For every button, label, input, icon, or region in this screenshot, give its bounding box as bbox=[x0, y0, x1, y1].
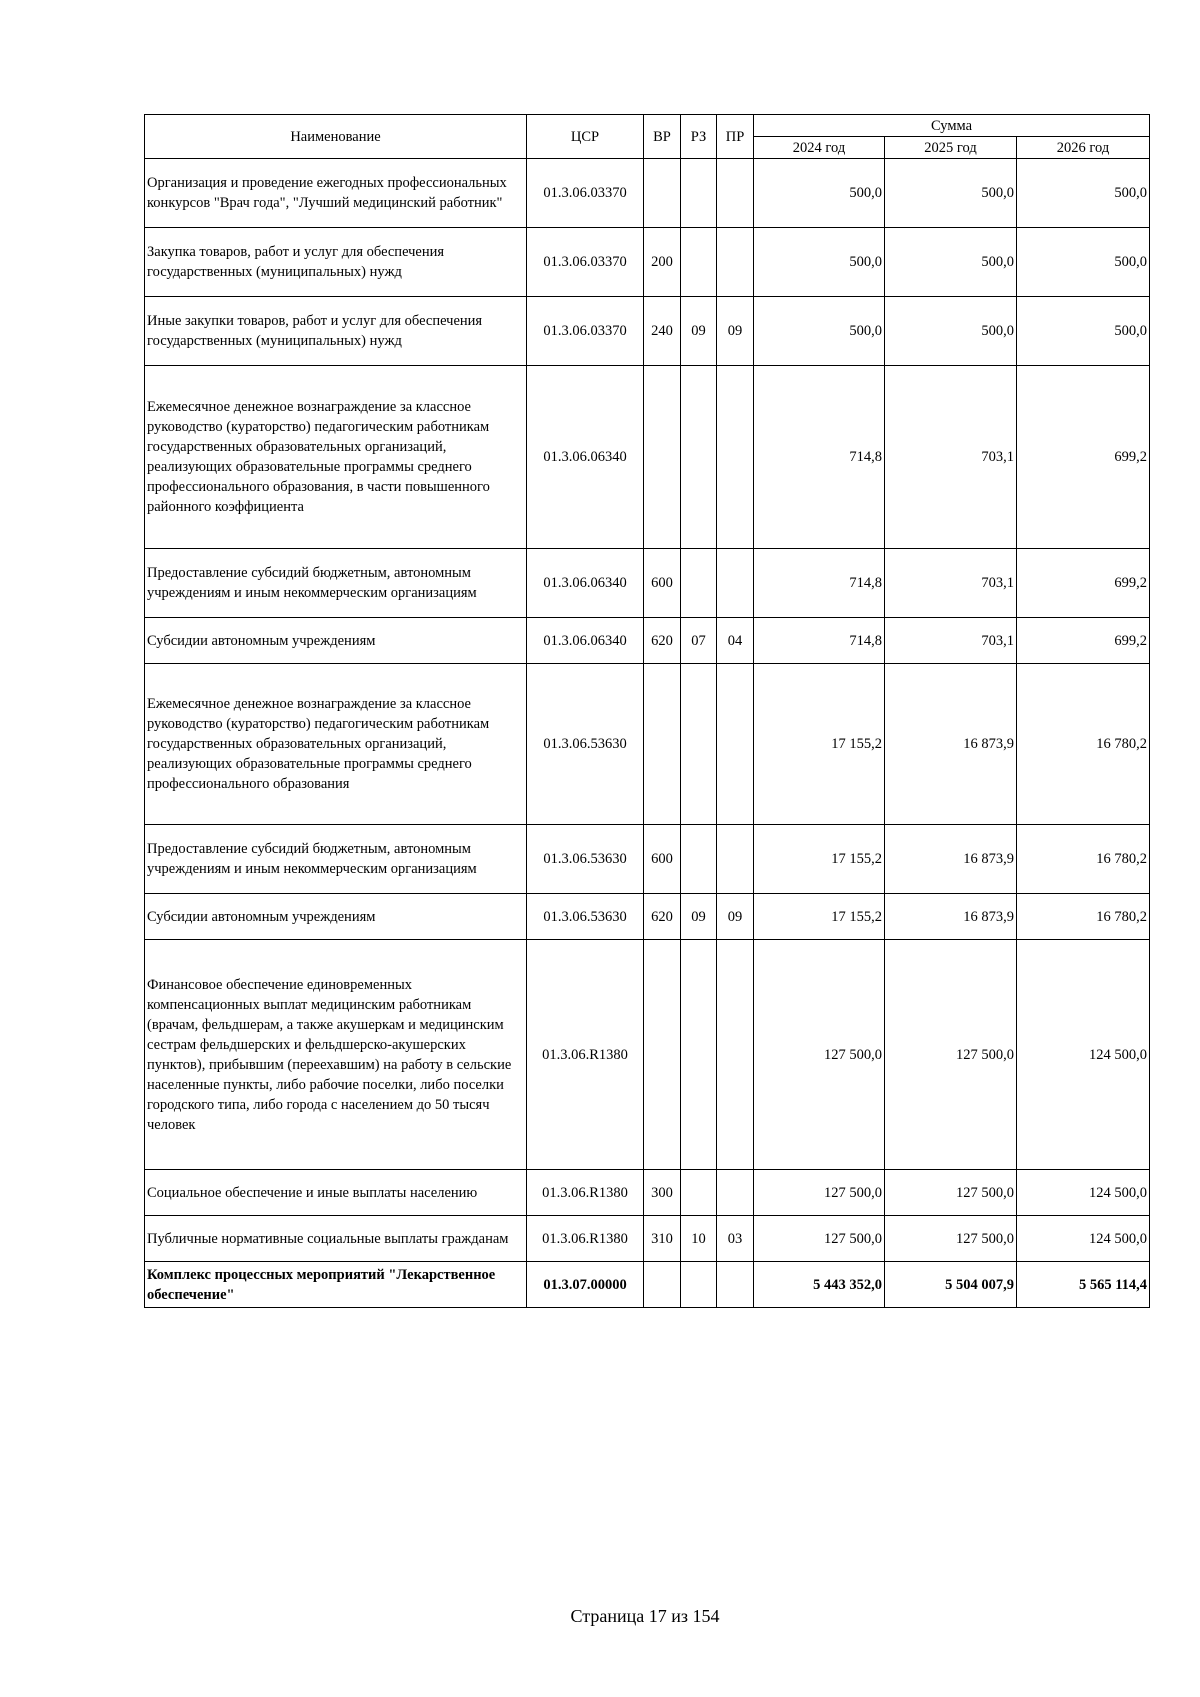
row-pr bbox=[717, 366, 754, 549]
header-sum: Сумма bbox=[754, 115, 1150, 137]
row-sum-2025: 16 873,9 bbox=[885, 894, 1017, 940]
row-sum-2026: 124 500,0 bbox=[1017, 1170, 1150, 1216]
row-csr: 01.3.06.06340 bbox=[527, 618, 644, 664]
header-year-2024: 2024 год bbox=[754, 137, 885, 159]
row-sum-2024: 17 155,2 bbox=[754, 825, 885, 894]
row-vr: 620 bbox=[644, 618, 681, 664]
row-sum-2026: 16 780,2 bbox=[1017, 664, 1150, 825]
table-row bbox=[145, 549, 1150, 618]
row-sum-2026: 124 500,0 bbox=[1017, 940, 1150, 1170]
row-name: Организация и проведение ежегодных профессиональных конкурсов "Врач года", "Лучший медицинский работник" bbox=[145, 159, 527, 228]
row-sum-2025: 127 500,0 bbox=[885, 1170, 1017, 1216]
table-row bbox=[145, 1170, 1150, 1216]
row-sum-2025: 703,1 bbox=[885, 618, 1017, 664]
row-vr: 620 bbox=[644, 894, 681, 940]
row-sum-2026: 699,2 bbox=[1017, 549, 1150, 618]
row-sum-2024: 5 443 352,0 bbox=[754, 1262, 885, 1308]
row-vr bbox=[644, 940, 681, 1170]
header-vr: ВР bbox=[644, 115, 681, 159]
table-row bbox=[145, 825, 1150, 894]
row-rz bbox=[681, 228, 717, 297]
table-row bbox=[145, 297, 1150, 366]
row-rz: 07 bbox=[681, 618, 717, 664]
row-sum-2024: 127 500,0 bbox=[754, 1170, 885, 1216]
row-csr: 01.3.06.53630 bbox=[527, 664, 644, 825]
row-pr bbox=[717, 940, 754, 1170]
row-rz: 09 bbox=[681, 297, 717, 366]
row-sum-2026: 5 565 114,4 bbox=[1017, 1262, 1150, 1308]
row-pr bbox=[717, 664, 754, 825]
row-sum-2024: 127 500,0 bbox=[754, 1216, 885, 1262]
row-pr bbox=[717, 159, 754, 228]
table-row bbox=[145, 228, 1150, 297]
table-body bbox=[145, 159, 1150, 1308]
row-sum-2026: 16 780,2 bbox=[1017, 894, 1150, 940]
row-rz bbox=[681, 664, 717, 825]
row-sum-2025: 127 500,0 bbox=[885, 1216, 1017, 1262]
header-name: Наименование bbox=[145, 115, 527, 159]
header-rz: РЗ bbox=[681, 115, 717, 159]
row-sum-2026: 699,2 bbox=[1017, 618, 1150, 664]
row-csr: 01.3.07.00000 bbox=[527, 1262, 644, 1308]
row-pr bbox=[717, 1170, 754, 1216]
row-vr: 600 bbox=[644, 825, 681, 894]
page-number: Страница 17 из 154 bbox=[570, 1606, 720, 1626]
row-sum-2024: 500,0 bbox=[754, 228, 885, 297]
table-row bbox=[145, 366, 1150, 549]
row-sum-2024: 714,8 bbox=[754, 549, 885, 618]
row-sum-2024: 127 500,0 bbox=[754, 940, 885, 1170]
row-sum-2026: 500,0 bbox=[1017, 228, 1150, 297]
row-name: Закупка товаров, работ и услуг для обеспечения государственных (муниципальных) нужд bbox=[145, 228, 527, 297]
row-rz bbox=[681, 825, 717, 894]
row-vr bbox=[644, 366, 681, 549]
row-sum-2025: 500,0 bbox=[885, 297, 1017, 366]
row-sum-2025: 703,1 bbox=[885, 549, 1017, 618]
header-csr: ЦСР bbox=[527, 115, 644, 159]
row-pr bbox=[717, 228, 754, 297]
row-pr: 09 bbox=[717, 297, 754, 366]
row-sum-2024: 17 155,2 bbox=[754, 664, 885, 825]
table-row bbox=[145, 664, 1150, 825]
header-year-2026: 2026 год bbox=[1017, 137, 1150, 159]
row-sum-2026: 16 780,2 bbox=[1017, 825, 1150, 894]
row-sum-2024: 500,0 bbox=[754, 159, 885, 228]
row-sum-2025: 16 873,9 bbox=[885, 825, 1017, 894]
row-csr: 01.3.06.R1380 bbox=[527, 940, 644, 1170]
row-rz bbox=[681, 1262, 717, 1308]
row-sum-2025: 500,0 bbox=[885, 228, 1017, 297]
row-vr: 600 bbox=[644, 549, 681, 618]
row-name: Предоставление субсидий бюджетным, автономным учреждениям и иным некоммерческим организациям bbox=[145, 825, 527, 894]
row-pr bbox=[717, 549, 754, 618]
row-pr bbox=[717, 825, 754, 894]
row-sum-2025: 703,1 bbox=[885, 366, 1017, 549]
row-csr: 01.3.06.03370 bbox=[527, 297, 644, 366]
row-rz: 10 bbox=[681, 1216, 717, 1262]
row-vr: 200 bbox=[644, 228, 681, 297]
row-pr: 09 bbox=[717, 894, 754, 940]
row-csr: 01.3.06.06340 bbox=[527, 549, 644, 618]
row-name: Субсидии автономным учреждениям bbox=[145, 894, 527, 940]
row-sum-2024: 714,8 bbox=[754, 618, 885, 664]
row-vr: 310 bbox=[644, 1216, 681, 1262]
row-sum-2026: 500,0 bbox=[1017, 159, 1150, 228]
row-name: Социальное обеспечение и иные выплаты населению bbox=[145, 1170, 527, 1216]
row-csr: 01.3.06.03370 bbox=[527, 159, 644, 228]
header-year-2025: 2025 год bbox=[885, 137, 1017, 159]
row-sum-2025: 16 873,9 bbox=[885, 664, 1017, 825]
row-name: Комплекс процессных мероприятий "Лекарственное обеспечение" bbox=[145, 1262, 527, 1308]
row-vr bbox=[644, 664, 681, 825]
row-name: Субсидии автономным учреждениям bbox=[145, 618, 527, 664]
table-row bbox=[145, 894, 1150, 940]
row-vr bbox=[644, 159, 681, 228]
row-name: Предоставление субсидий бюджетным, автономным учреждениям и иным некоммерческим организациям bbox=[145, 549, 527, 618]
row-rz bbox=[681, 549, 717, 618]
row-vr: 300 bbox=[644, 1170, 681, 1216]
row-csr: 01.3.06.06340 bbox=[527, 366, 644, 549]
header-pr: ПР bbox=[717, 115, 754, 159]
row-sum-2024: 17 155,2 bbox=[754, 894, 885, 940]
row-rz bbox=[681, 940, 717, 1170]
row-rz bbox=[681, 159, 717, 228]
table-row bbox=[145, 618, 1150, 664]
row-csr: 01.3.06.53630 bbox=[527, 825, 644, 894]
row-rz bbox=[681, 1170, 717, 1216]
row-sum-2026: 699,2 bbox=[1017, 366, 1150, 549]
row-pr: 03 bbox=[717, 1216, 754, 1262]
row-sum-2024: 500,0 bbox=[754, 297, 885, 366]
row-sum-2026: 500,0 bbox=[1017, 297, 1150, 366]
row-pr: 04 bbox=[717, 618, 754, 664]
table-row bbox=[145, 1262, 1150, 1308]
table-row bbox=[145, 159, 1150, 228]
row-sum-2025: 500,0 bbox=[885, 159, 1017, 228]
row-sum-2025: 5 504 007,9 bbox=[885, 1262, 1017, 1308]
row-vr: 240 bbox=[644, 297, 681, 366]
row-name: Ежемесячное денежное вознаграждение за классное руководство (кураторство) педагогическим работникам государственных образовательных организаций, реализующих образовательные программы среднего профессионального образования bbox=[145, 664, 527, 825]
budget-table bbox=[144, 114, 1150, 1308]
table-row bbox=[145, 1216, 1150, 1262]
row-name: Публичные нормативные социальные выплаты гражданам bbox=[145, 1216, 527, 1262]
row-csr: 01.3.06.53630 bbox=[527, 894, 644, 940]
row-rz: 09 bbox=[681, 894, 717, 940]
row-sum-2024: 714,8 bbox=[754, 366, 885, 549]
row-sum-2026: 124 500,0 bbox=[1017, 1216, 1150, 1262]
row-csr: 01.3.06.R1380 bbox=[527, 1216, 644, 1262]
row-vr bbox=[644, 1262, 681, 1308]
row-sum-2025: 127 500,0 bbox=[885, 940, 1017, 1170]
table-row bbox=[145, 940, 1150, 1170]
row-name: Ежемесячное денежное вознаграждение за классное руководство (кураторство) педагогическим работникам государственных образовательных организаций, реализующих образовательные программы среднего профессионального образования, в части повышенного районного коэффициента bbox=[145, 366, 527, 549]
row-csr: 01.3.06.03370 bbox=[527, 228, 644, 297]
row-name: Финансовое обеспечение единовременных компенсационных выплат медицинским работникам (врачам, фельдшерам, а также акушеркам и медицинским сестрам фельдшерских и фельдшерско-акушерских пунктов), прибывшим (переехавшим) на работу в сельские населенные пункты, либо рабочие поселки, либо поселки городского типа, либо города с населением до 50 тысяч человек bbox=[145, 940, 527, 1170]
row-name: Иные закупки товаров, работ и услуг для обеспечения государственных (муниципальных) нужд bbox=[145, 297, 527, 366]
row-pr bbox=[717, 1262, 754, 1308]
row-csr: 01.3.06.R1380 bbox=[527, 1170, 644, 1216]
row-rz bbox=[681, 366, 717, 549]
